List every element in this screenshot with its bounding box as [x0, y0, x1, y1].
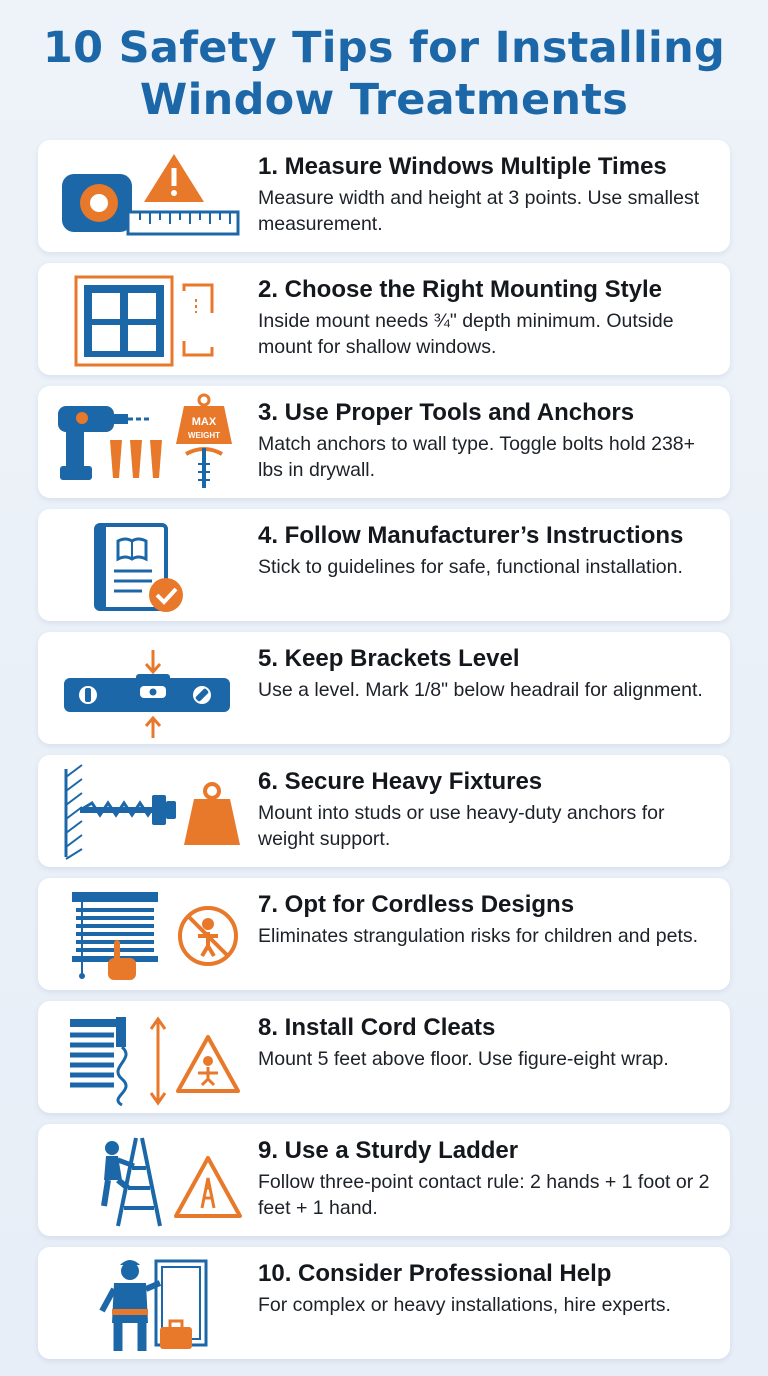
child-warning-icon — [178, 1037, 238, 1091]
tip-1-heading: 1. Measure Windows Multiple Times — [258, 153, 667, 180]
tip-card-7 — [38, 878, 730, 990]
tip-6-illustration — [52, 761, 248, 861]
tip-5-description: Use a level. Mark 1/8" below headrail for alignment. — [258, 679, 703, 701]
tip-2-description: Inside mount needs ¾" depth minimum. Outside mount for shallow windows. — [258, 310, 674, 358]
tip-6-heading: 6. Secure Heavy Fixtures — [258, 768, 543, 795]
tip-10-description: For complex or heavy installations, hire experts. — [258, 1294, 671, 1316]
warning-icon — [144, 154, 204, 202]
tip-5-heading: 5. Keep Brackets Level — [258, 645, 520, 672]
tip-card-2 — [38, 263, 730, 375]
max-weight-label-bottom: WEIGHT — [188, 431, 220, 440]
max-weight-label-top: MAX — [191, 416, 217, 428]
tip-card-4 — [38, 509, 730, 621]
wall-anchors-icon — [110, 440, 162, 478]
ruler-icon — [128, 212, 238, 234]
tape-measure-icon — [62, 174, 132, 232]
page-title-line-2: Window Treatments — [139, 75, 629, 125]
tip-2-illustration — [52, 269, 248, 369]
wall-screw-icon — [66, 765, 176, 859]
window-icon — [76, 277, 172, 365]
tip-card-8 — [38, 1001, 730, 1113]
hand-pointer-icon — [108, 940, 136, 980]
tip-card-3 — [38, 386, 730, 498]
toggle-bolt-icon — [186, 448, 222, 488]
arrow-up-icon — [146, 718, 160, 738]
tip-1-description: Measure width and height at 3 points. Use smallest measurement. — [258, 187, 700, 235]
tip-card-1 — [38, 140, 730, 252]
tip-3-illustration — [52, 392, 248, 492]
arrow-down-icon — [146, 650, 160, 672]
tip-card-10 — [38, 1247, 730, 1359]
tip-9-heading: 9. Use a Sturdy Ladder — [258, 1137, 519, 1164]
tip-4-description: Stick to guidelines for safe, functional installation. — [258, 556, 683, 578]
tip-4-heading: 4. Follow Manufacturer’s Instructions — [258, 522, 684, 549]
page-title — [0, 22, 768, 126]
tip-8-heading: 8. Install Cord Cleats — [258, 1014, 496, 1041]
checkmark-icon — [149, 578, 183, 612]
tip-6-description: Mount into studs or use heavy-duty anchors for weight support. — [258, 802, 665, 850]
blinds-cord-icon — [70, 1017, 126, 1105]
tip-9-illustration — [52, 1130, 248, 1230]
tip-10-heading: 10. Consider Professional Help — [258, 1260, 612, 1287]
tip-3-description: Match anchors to wall type. Toggle bolts hold 238+ lbs in drywall. — [258, 433, 696, 481]
tip-card-6 — [38, 755, 730, 867]
spirit-level-icon — [64, 674, 230, 712]
page-title-line-1: 10 Safety Tips for Installing — [42, 23, 726, 73]
tip-7-description: Eliminates strangulation risks for children and pets. — [258, 925, 699, 947]
tip-7-illustration — [52, 884, 248, 984]
no-child-icon — [180, 908, 236, 964]
tip-1-illustration — [52, 146, 248, 246]
tip-card-5 — [38, 632, 730, 744]
tip-8-illustration — [52, 1007, 248, 1107]
tip-4-illustration — [52, 515, 248, 615]
tip-3-heading: 3. Use Proper Tools and Anchors — [258, 399, 635, 426]
tip-7-heading: 7. Opt for Cordless Designs — [258, 891, 575, 918]
tip-5-illustration — [52, 638, 248, 738]
max-weight-icon — [176, 395, 232, 444]
tip-2-heading: 2. Choose the Right Mounting Style — [258, 276, 662, 303]
tip-8-description: Mount 5 feet above floor. Use figure-eight wrap. — [258, 1048, 669, 1070]
tip-card-9 — [38, 1124, 730, 1236]
tip-9-description: Follow three-point contact rule: 2 hands + 1 foot or 2 feet + 1 hand. — [258, 1171, 710, 1219]
weight-icon — [184, 784, 240, 845]
mount-bracket-icon — [184, 285, 212, 355]
height-arrow-icon — [151, 1019, 165, 1103]
worker-on-ladder-icon — [104, 1138, 160, 1226]
ladder-warning-icon — [176, 1158, 240, 1216]
tip-10-illustration — [52, 1253, 248, 1353]
